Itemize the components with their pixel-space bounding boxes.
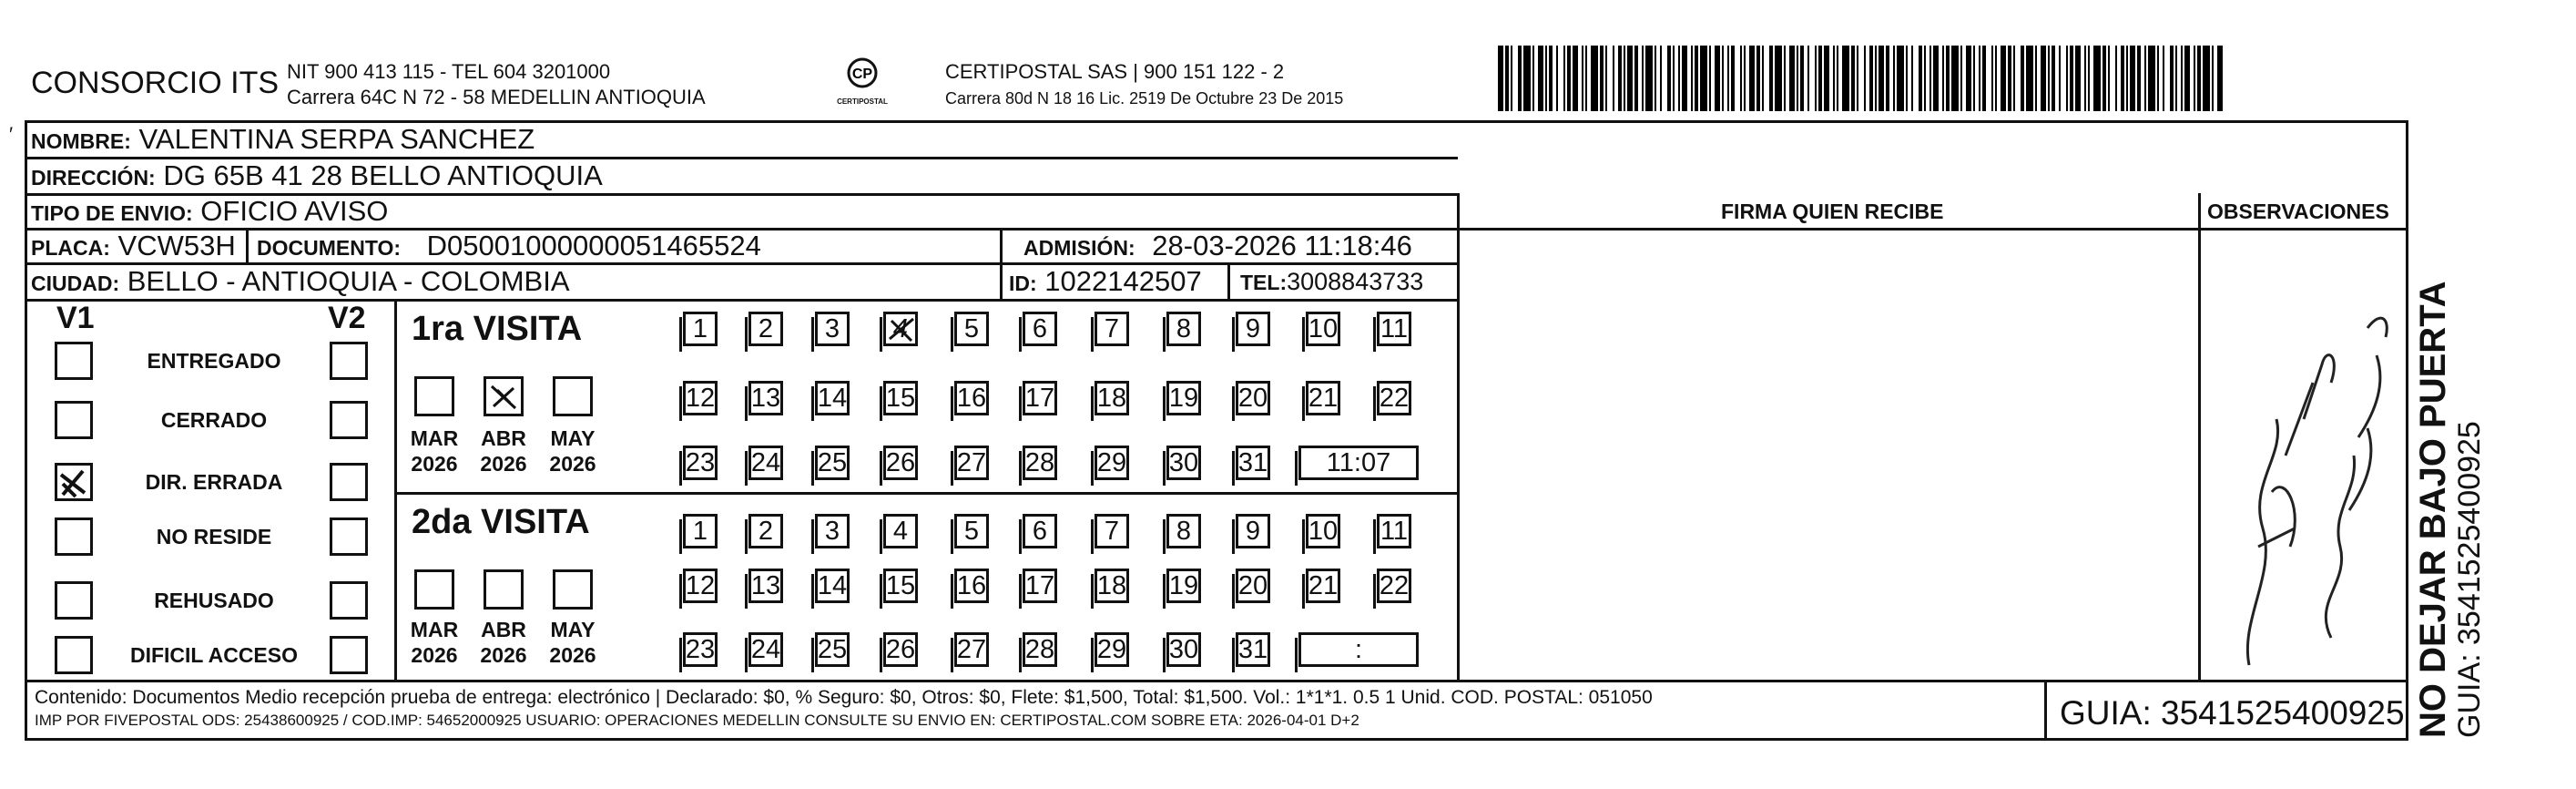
month-checkbox[interactable]	[553, 569, 593, 610]
first-visit-day[interactable]: 16	[954, 381, 989, 415]
side-guia: GUIA: 3541525400925	[2452, 421, 2487, 738]
handwritten-signature	[2222, 273, 2395, 674]
v2-checkbox[interactable]	[330, 342, 368, 380]
placa-row	[31, 230, 236, 262]
tipo-label: TIPO DE ENVIO:	[31, 201, 193, 225]
second-visit-day[interactable]: 12	[683, 569, 718, 603]
first-visit-day[interactable]: 2	[748, 312, 783, 346]
barcode-bar	[1700, 46, 1707, 111]
tipo-value: OFICIO AVISO	[200, 195, 389, 227]
side-text	[2413, 137, 2488, 738]
second-visit-day[interactable]: 1	[683, 514, 718, 548]
second-visit-day[interactable]: 7	[1095, 514, 1129, 548]
second-visit-day[interactable]: 9	[1236, 514, 1270, 548]
firma-divider	[1457, 193, 1460, 681]
v1-label: V1	[56, 301, 95, 335]
status-label: REHUSADO	[154, 589, 274, 612]
side-warning: NO DEJAR BAJO PUERTA	[2413, 281, 2453, 738]
month-checkbox[interactable]	[414, 376, 454, 416]
id-divider	[1000, 262, 1003, 299]
admision-row	[1023, 230, 1412, 262]
second-visit-day[interactable]: 2	[748, 514, 783, 548]
status-label: DIR. ERRADA	[145, 470, 283, 494]
id-value: 1022142507	[1044, 265, 1202, 297]
status-label: DIFICIL ACCESO	[129, 643, 298, 667]
second-visit-day[interactable]: 17	[1023, 569, 1057, 603]
first-visit-day[interactable]: 25	[815, 446, 850, 480]
tel-value: 3008843733	[1287, 268, 1424, 295]
first-visit-day[interactable]: 22	[1377, 381, 1411, 415]
first-visit-day[interactable]: 23	[683, 446, 718, 480]
month-year: 2026	[549, 643, 596, 667]
placa-divider	[246, 228, 249, 264]
second-visit-day[interactable]: 14	[815, 569, 850, 603]
month-year: 2026	[411, 452, 458, 476]
ciudad-label: CIUDAD:	[31, 272, 120, 295]
barcode-bar	[1897, 46, 1904, 111]
first-visit-day[interactable]: 15	[883, 381, 918, 415]
stray-mark: ′	[9, 123, 14, 146]
direccion-label: DIRECCIÓN:	[31, 166, 156, 190]
visit-divider	[394, 492, 1458, 495]
first-visit-day[interactable]: 10	[1306, 312, 1340, 346]
barcode-bar	[1775, 46, 1782, 111]
obs-divider	[2198, 193, 2201, 681]
second-visit-day[interactable]: 15	[883, 569, 918, 603]
first-visit-day[interactable]: 5	[954, 312, 989, 346]
month-year: 2026	[480, 452, 527, 476]
second-visit-day[interactable]: 3	[815, 514, 850, 548]
documento-value: D05001000000051465524	[426, 230, 761, 261]
tel-divider	[1227, 262, 1230, 299]
footer-guia: GUIA: 3541525400925	[2060, 694, 2405, 732]
admision-divider	[1000, 228, 1003, 264]
second-visit-day[interactable]: 24	[748, 632, 783, 667]
footer-content: Contenido: Documentos Medio recepción prueba de entrega: electrónico | Declarado: $0, % Seguro: $0, Otros: $0, Flete: $1,500, Total: $1,500. Vol.: 1*1*1. 0.5 1 Unid. COD. POSTAL: 051050	[35, 687, 1653, 708]
first-visit-day[interactable]: 1	[683, 312, 718, 346]
status-label: NO RESIDE	[156, 525, 272, 548]
ciudad-value: BELLO - ANTIOQUIA - COLOMBIA	[127, 265, 570, 297]
barcode-bar	[1591, 46, 1598, 111]
barcode-bar	[2026, 46, 2033, 111]
barcode-bar	[2217, 46, 2223, 111]
month-year: 2026	[480, 643, 527, 667]
tipo-row	[31, 195, 388, 228]
v1-checkbox[interactable]	[55, 401, 93, 439]
first-visit-day[interactable]: 14	[815, 381, 850, 415]
ciudad-row	[31, 265, 570, 298]
month-label: ABR	[481, 618, 526, 641]
second-visit-day[interactable]: 25	[815, 632, 850, 667]
barcode-bar	[2093, 46, 2101, 111]
barcode-bar	[1523, 46, 1531, 111]
second-visit-day[interactable]: 29	[1095, 632, 1129, 667]
first-visit-day[interactable]: 20	[1236, 381, 1270, 415]
month-label: MAR	[410, 618, 459, 641]
barcode-bar	[2148, 46, 2155, 111]
second-visit-title: 2da VISITA	[412, 503, 590, 541]
v1-checkbox[interactable]	[55, 517, 93, 556]
certipostal-logo	[836, 56, 889, 106]
v2-label: V2	[328, 301, 366, 335]
documento-label: DOCUMENTO:	[257, 236, 402, 260]
first-visit-day[interactable]: 4	[883, 312, 918, 346]
second-visit-day[interactable]: 10	[1306, 514, 1340, 548]
second-visit-day[interactable]: 31	[1236, 632, 1270, 667]
footer-guia-divider	[2044, 680, 2047, 740]
license-line: Carrera 80d N 18 16 Lic. 2519 De Octubre 23 De 2015	[945, 89, 1344, 108]
second-visit-day[interactable]: 16	[954, 569, 989, 603]
certipostal-logo-icon	[842, 56, 882, 93]
barcode-bar	[1842, 46, 1849, 111]
v2-checkbox[interactable]	[330, 517, 368, 556]
first-visit-day[interactable]: 9	[1236, 312, 1270, 346]
first-visit-day[interactable]: 8	[1166, 312, 1201, 346]
first-visit-day[interactable]: 11	[1377, 312, 1411, 346]
company-name: CONSORCIO ITS	[31, 66, 280, 100]
placa-label: PLACA:	[31, 236, 110, 260]
second-visit-day[interactable]: 5	[954, 514, 989, 548]
month-year: 2026	[549, 452, 596, 476]
month-checkbox[interactable]	[553, 376, 593, 416]
second-visit-day[interactable]: 20	[1236, 569, 1270, 603]
month-checkbox[interactable]	[484, 569, 524, 610]
v1-checkbox[interactable]	[55, 636, 93, 674]
footer-line	[25, 680, 2408, 682]
first-visit-day[interactable]: 18	[1095, 381, 1129, 415]
direccion-row	[31, 159, 603, 192]
second-visit-day[interactable]: 19	[1166, 569, 1201, 603]
first-visit-day[interactable]: 26	[883, 446, 918, 480]
second-visit-day[interactable]: 4	[883, 514, 918, 548]
first-visit-day[interactable]: 31	[1236, 446, 1270, 480]
first-visit-day[interactable]: 21	[1306, 381, 1340, 415]
company-address: Carrera 64C N 72 - 58 MEDELLIN ANTIOQUIA	[287, 86, 706, 108]
second-visit-day[interactable]: 26	[883, 632, 918, 667]
admision-value: 28-03-2026 11:18:46	[1152, 230, 1412, 261]
barcode-bar	[1645, 46, 1653, 111]
status-label: CERRADO	[160, 408, 268, 432]
first-visit-day[interactable]: 28	[1023, 446, 1057, 480]
admision-label: ADMISIÓN:	[1023, 236, 1135, 260]
month-label: MAR	[410, 426, 459, 450]
v2-checkbox[interactable]	[330, 401, 368, 439]
firma-header: FIRMA QUIEN RECIBE	[1721, 200, 1944, 223]
footer-imp: IMP POR FIVEPOSTAL ODS: 25438600925 / COD.IMP: 54652000925 USUARIO: OPERACIONES MEDELLIN CONSULTE SU ENVIO EN: CERTIPOSTAL.COM SOBRE ETA: 2026-04-01 D+2	[35, 712, 1359, 729]
second-visit-day[interactable]: 22	[1377, 569, 1411, 603]
first-visit-day[interactable]: 6	[1023, 312, 1057, 346]
status-label: ENTREGADO	[147, 349, 281, 373]
first-visit-day[interactable]: 19	[1166, 381, 1201, 415]
company-nit: NIT 900 413 115 - TEL 604 3201000	[287, 60, 611, 83]
second-visit-day[interactable]: 28	[1023, 632, 1057, 667]
first-visit-day[interactable]: 12	[683, 381, 718, 415]
first-visit-day[interactable]: 24	[748, 446, 783, 480]
month-label: MAY	[550, 618, 596, 641]
month-year: 2026	[411, 643, 458, 667]
first-visit-day[interactable]: 17	[1023, 381, 1057, 415]
second-visit-day[interactable]: 30	[1166, 632, 1201, 667]
first-visit-time-field[interactable]: 11:07	[1298, 446, 1419, 480]
status-divider	[394, 299, 397, 681]
direccion-value: DG 65B 41 28 BELLO ANTIOQUIA	[163, 159, 603, 191]
observaciones-header: OBSERVACIONES	[2207, 200, 2389, 223]
second-visit-day[interactable]: 8	[1166, 514, 1201, 548]
nombre-label: NOMBRE:	[31, 129, 131, 153]
second-visit-day[interactable]: 21	[1306, 569, 1340, 603]
month-label: ABR	[481, 426, 526, 450]
second-visit-day[interactable]: 6	[1023, 514, 1057, 548]
month-label: MAY	[550, 426, 596, 450]
nombre-row	[31, 123, 535, 156]
first-visit-day[interactable]: 7	[1095, 312, 1129, 346]
v2-checkbox[interactable]	[330, 636, 368, 674]
v2-checkbox[interactable]	[330, 581, 368, 620]
logo-text: CERTIPOSTAL	[837, 97, 888, 106]
month-checkbox[interactable]	[414, 569, 454, 610]
nombre-value: VALENTINA SERPA SANCHEZ	[138, 123, 535, 155]
bottom-border	[25, 738, 2408, 741]
svg-text:CP: CP	[851, 67, 873, 82]
v1-checkbox[interactable]	[55, 463, 93, 501]
tel-row	[1240, 268, 1423, 296]
second-visit-day[interactable]: 27	[954, 632, 989, 667]
second-visit-day[interactable]: 18	[1095, 569, 1129, 603]
second-visit-time-field[interactable]: :	[1298, 632, 1419, 667]
second-visit-day[interactable]: 23	[683, 632, 718, 667]
documento-row	[257, 230, 761, 262]
first-visit-day[interactable]: 29	[1095, 446, 1129, 480]
carrier-line: CERTIPOSTAL SAS | 900 151 122 - 2	[945, 60, 1285, 83]
id-row	[1009, 265, 1202, 298]
right-border	[2406, 120, 2408, 741]
tel-label: TEL:	[1240, 271, 1288, 294]
first-visit-day[interactable]: 27	[954, 446, 989, 480]
second-visit-day[interactable]: 11	[1377, 514, 1411, 548]
placa-value: VCW53H	[117, 230, 236, 261]
first-visit-day[interactable]: 3	[815, 312, 850, 346]
barcode-bar	[1951, 46, 1959, 111]
barcode	[1498, 46, 2231, 111]
second-visit-day[interactable]: 13	[748, 569, 783, 603]
id-label: ID:	[1009, 272, 1037, 295]
first-visit-title: 1ra VISITA	[412, 310, 583, 348]
month-checkbox[interactable]	[484, 376, 524, 416]
first-visit-day[interactable]: 30	[1166, 446, 1201, 480]
v2-checkbox[interactable]	[330, 463, 368, 501]
row-line	[25, 299, 1458, 302]
check-mark-icon	[57, 466, 90, 498]
v1-checkbox[interactable]	[55, 342, 93, 380]
first-visit-day[interactable]: 13	[748, 381, 783, 415]
barcode-bar	[2203, 46, 2210, 111]
check-mark-icon	[486, 379, 521, 414]
v1-checkbox[interactable]	[55, 581, 93, 620]
left-border	[25, 120, 27, 741]
